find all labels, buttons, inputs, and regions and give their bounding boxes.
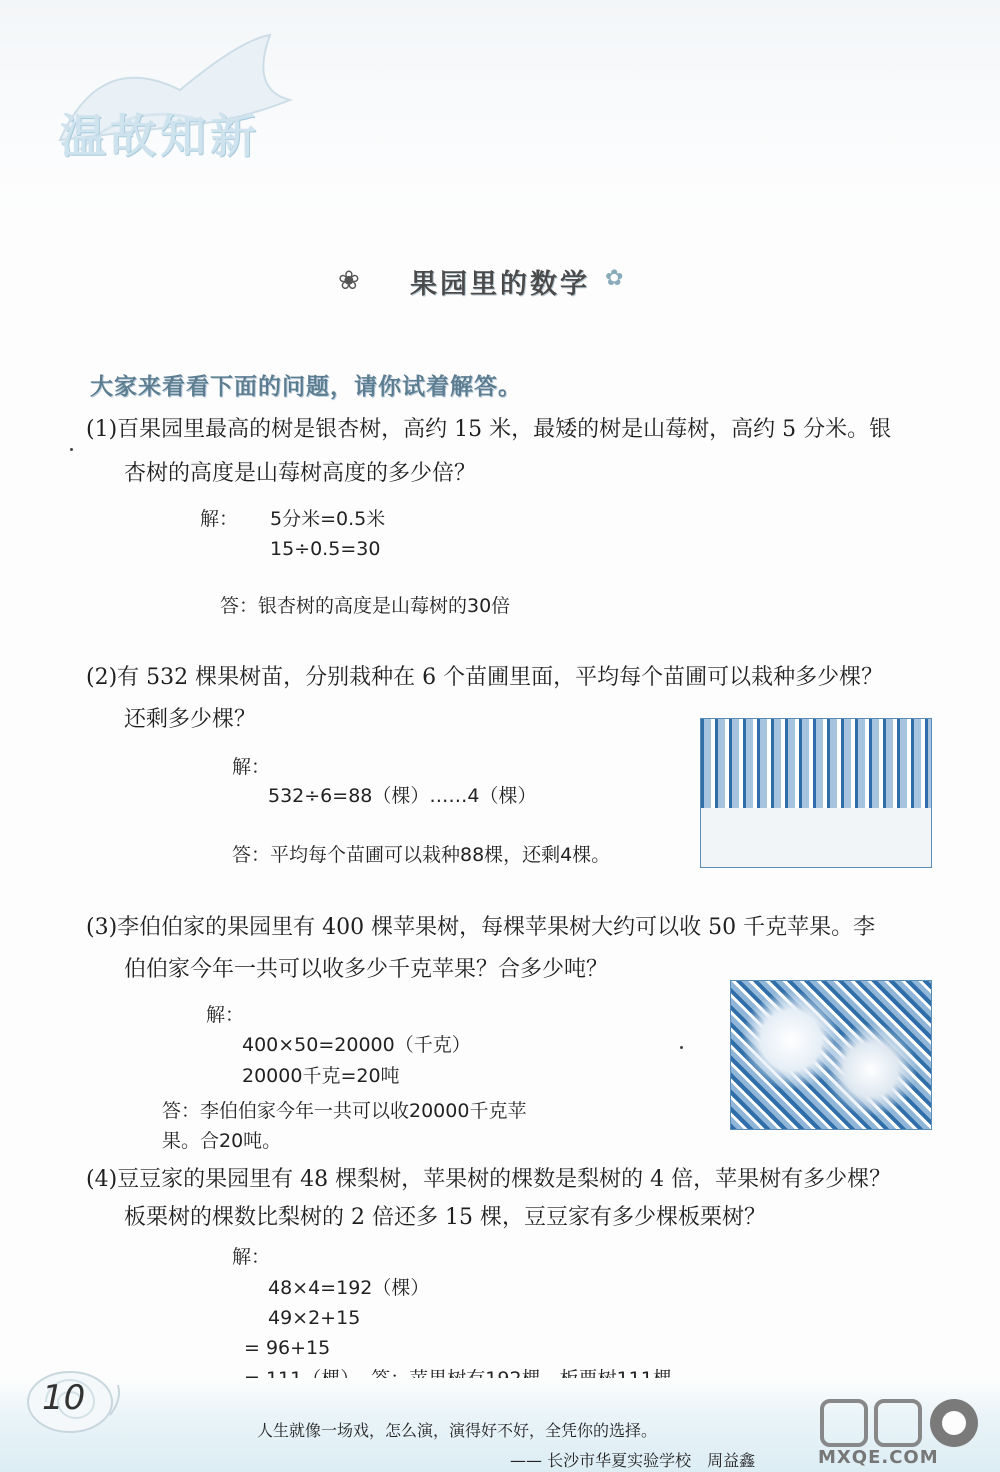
stray-dot xyxy=(70,448,73,451)
question-1-solution-label: 解： xyxy=(200,508,239,530)
question-4-solution-line-3: = 96+15 xyxy=(244,1337,331,1359)
footer-quote: 人生就像一场戏，怎么演，演得好不好，全凭你的选择。 xyxy=(257,1421,658,1440)
question-4-solution-line-2: 49×2+15 xyxy=(268,1307,361,1329)
question-1-answer: 答：银杏树的高度是山莓树的30倍 xyxy=(220,595,511,617)
question-2-answer: 答：平均每个苗圃可以栽种88棵，还剩4棵。 xyxy=(232,844,611,866)
page-number: 10 xyxy=(42,1378,86,1418)
sparkle-icon: ✿ xyxy=(605,266,624,291)
question-2-line-2: 还剩多少棵？ xyxy=(124,707,257,732)
question-1-line-2: 杏树的高度是山莓树高度的多少倍？ xyxy=(124,461,477,486)
question-1-solution-line-2: 15÷0.5=30 xyxy=(270,538,381,560)
question-3-solution-line-2: 20000千克=20吨 xyxy=(242,1065,400,1087)
header-logo: 温故知新 xyxy=(60,109,260,163)
question-1-line-1: (1)百果园里最高的树是银杏树，高约 15 米，最矮的树是山莓树，高约 5 分米。银 xyxy=(86,417,892,442)
question-3-answer-line-2: 果。合20吨。 xyxy=(162,1130,282,1152)
question-4-line-2: 板栗树的棵数比梨树的 2 倍还多 15 棵，豆豆家有多少棵板栗树？ xyxy=(124,1205,766,1230)
question-4-solution-label: 解： xyxy=(232,1246,271,1268)
question-2-line-1: (2)有 532 棵果树苗，分别栽种在 6 个苗圃里面，平均每个苗圃可以栽种多少棵？ xyxy=(86,665,884,690)
question-4-solution-line-1: 48×4=192（棵） xyxy=(268,1277,430,1299)
question-2-solution-label: 解： xyxy=(232,756,271,778)
section-title: 果园里的数学 xyxy=(410,269,590,300)
stray-dot xyxy=(680,1046,683,1049)
watermark-url: MXQE.COM xyxy=(818,1447,939,1468)
footer-quote-author: —— 长沙市华夏实验学校 周益鑫 xyxy=(510,1451,756,1470)
orchard-photo xyxy=(700,718,932,868)
question-3-line-1: (3)李伯伯家的果园里有 400 棵苹果树，每棵苹果树大约可以收 50 千克苹果。李 xyxy=(86,915,876,940)
question-3-solution-label: 解： xyxy=(206,1004,245,1026)
leaf-icon: ❀ xyxy=(338,266,360,296)
question-2-solution-line-1: 532÷6=88（棵）……4（棵） xyxy=(268,785,537,807)
question-3-answer-line-1: 答：李伯伯家今年一共可以收20000千克苹 xyxy=(162,1100,527,1122)
apple-photo xyxy=(730,980,932,1130)
question-1-solution-line-1: 5分米=0.5米 xyxy=(270,508,386,530)
question-4-line-1: (4)豆豆家的果园里有 48 棵梨树，苹果树的棵数是梨树的 4 倍，苹果树有多少棵？ xyxy=(86,1167,892,1192)
intro-text: 大家来看看下面的问题，请你试着解答。 xyxy=(90,374,522,400)
question-3-line-2: 伯伯家今年一共可以收多少千克苹果？合多少吨？ xyxy=(124,957,609,982)
question-3-solution-line-1: 400×50=20000（千克） xyxy=(242,1034,471,1056)
